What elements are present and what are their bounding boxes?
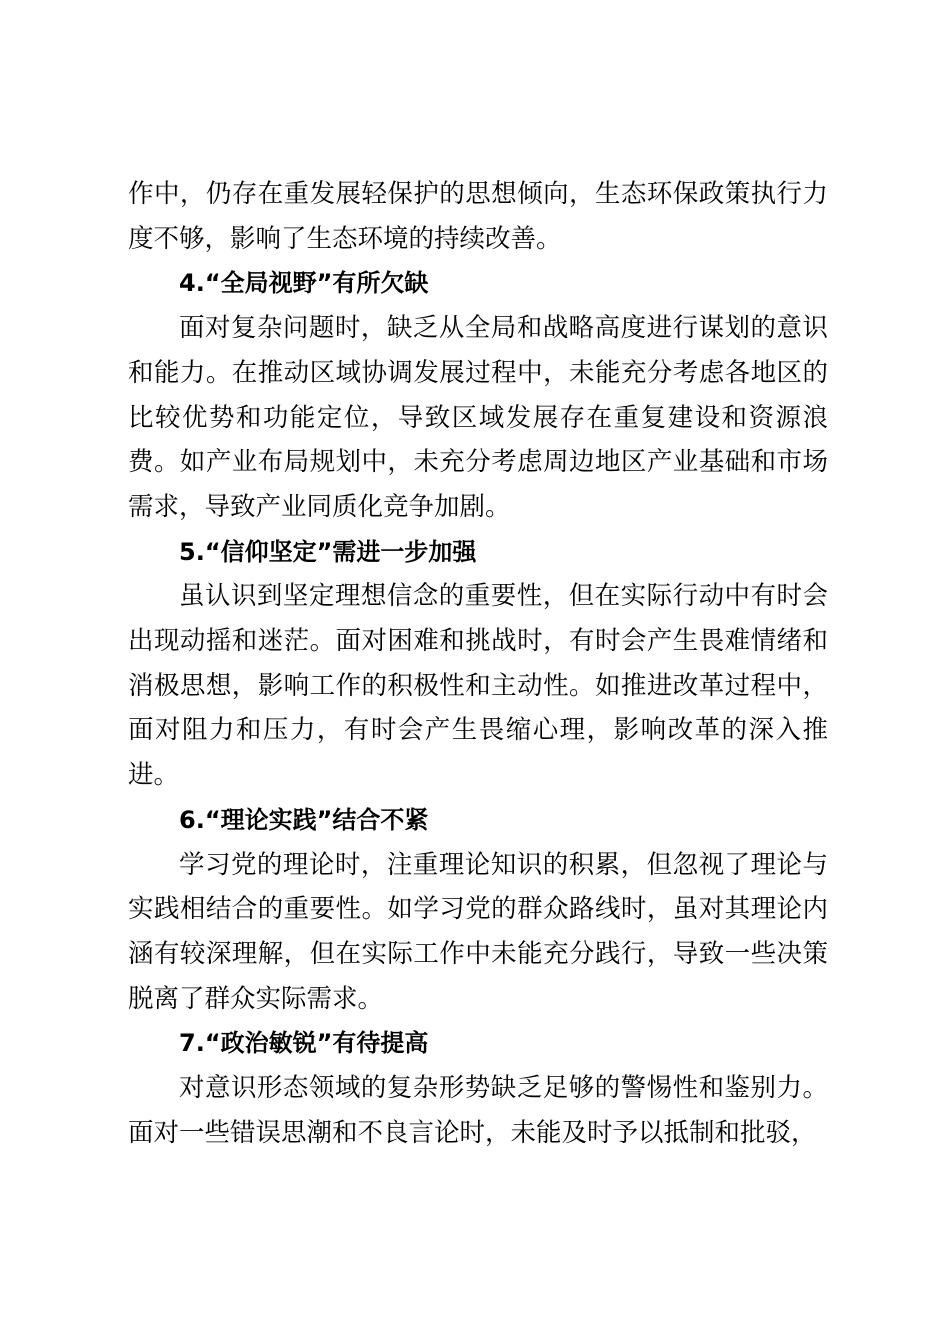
section-heading-4: 4.“全局视野”有所欠缺 [179, 269, 429, 298]
paragraph-2: 面对复杂问题时，缺乏从全局和战略高度进行谋划的意识和能力。在推动区域协调发展过程中，未能充分考虑各地区的比较优势和功能定位，导致区域发展存在重复建设和资源浪费。如产业布局规划中，未充分考虑周边地区产业基础和市场需求，导致产业同质化竞争加剧。 [128, 313, 828, 522]
paragraph-5: 对意识形态领域的复杂形势缺乏足够的警惕性和鉴别力。面对一些错误思潮和不良言论时，未能及时予以抵制和批驳， [128, 1073, 828, 1148]
section-heading-7: 7.“政治敏锐”有待提高 [179, 1029, 429, 1058]
section-heading-6: 6.“理论实践”结合不紧 [179, 805, 429, 834]
section-heading-5: 5.“信仰坚定”需进一步加强 [179, 537, 477, 566]
document-page [128, 172, 828, 1155]
paragraph-1: 作中，仍存在重发展轻保护的思想倾向，生态环保政策执行力度不够，影响了生态环境的持续改善。 [128, 179, 828, 254]
paragraph-4: 学习党的理论时，注重理论知识的积累，但忽视了理论与实践相结合的重要性。如学习党的群众路线时，虽对其理论内涵有较深理解，但在实际工作中未能充分践行，导致一些决策脱离了群众实际需求。 [128, 849, 828, 1014]
paragraph-3: 虽认识到坚定理想信念的重要性，但在实际行动中有时会出现动摇和迷茫。面对困难和挑战时，有时会产生畏难情绪和消极思想，影响工作的积极性和主动性。如推进改革过程中，面对阻力和压力，有时会产生畏缩心理，影响改革的深入推进。 [128, 581, 828, 791]
